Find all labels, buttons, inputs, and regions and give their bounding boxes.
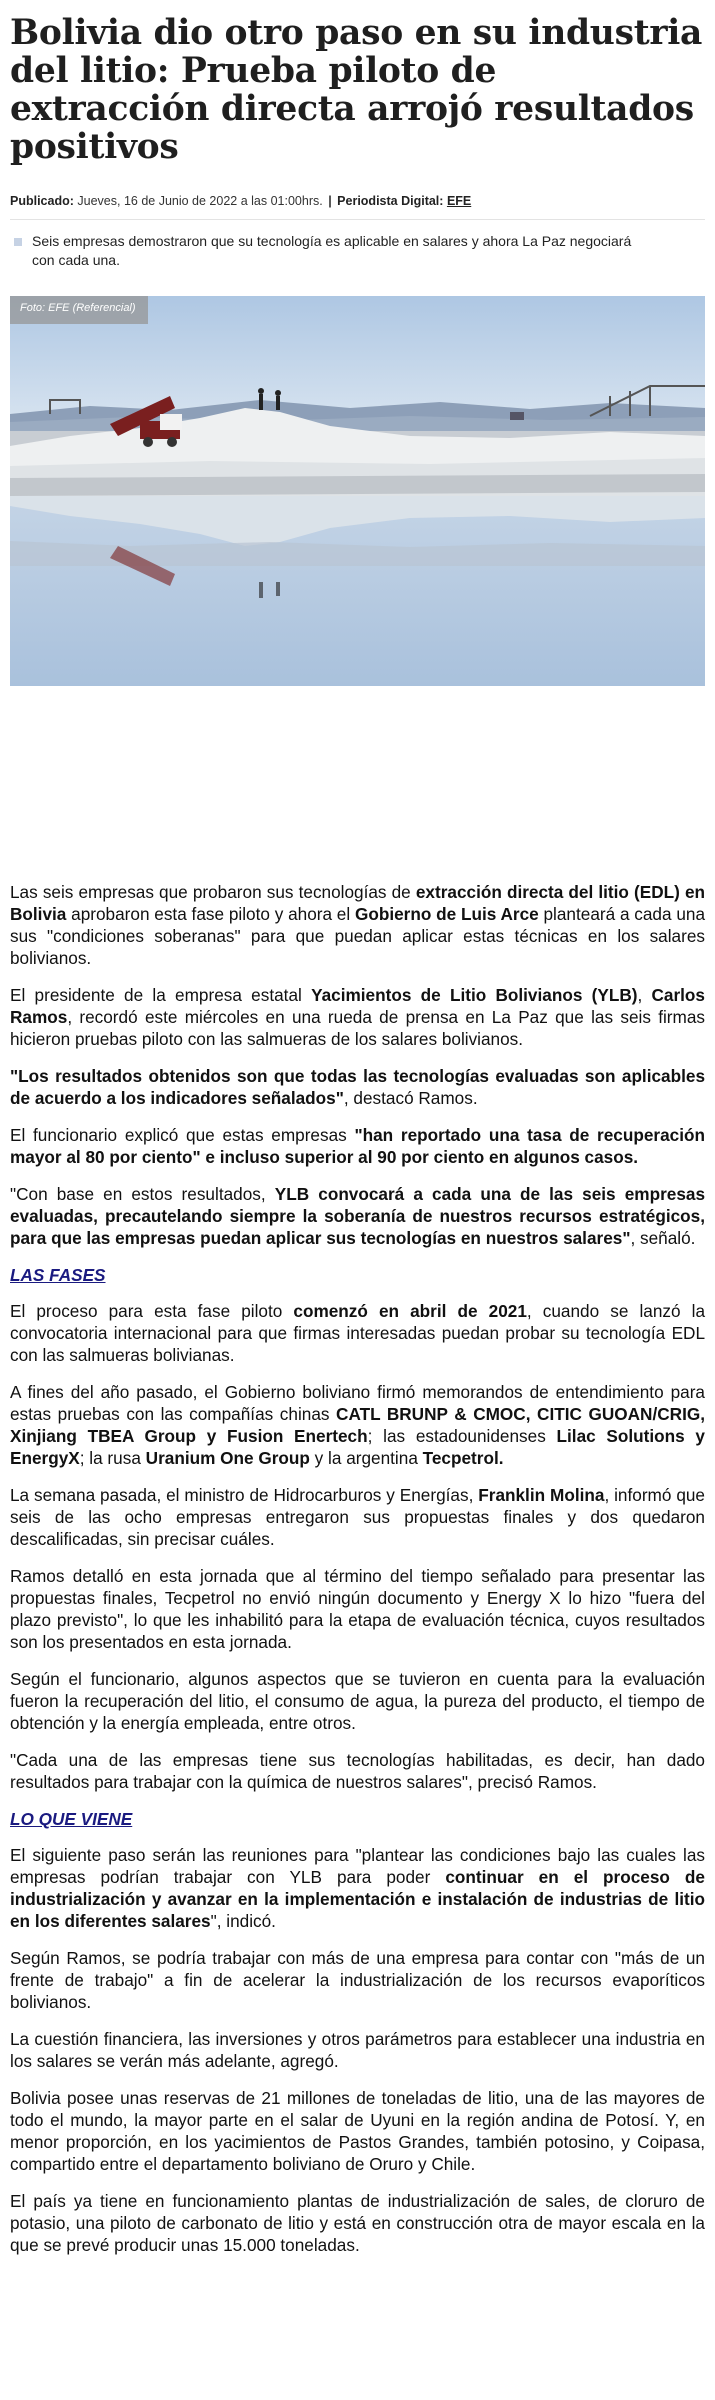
article-photo (10, 296, 705, 686)
meta-separator: | (328, 194, 332, 208)
section-title-lo-que-viene: LO QUE VIENE (10, 1809, 133, 1829)
paragraph: El siguiente paso serán las reuniones para "plantear las condiciones bajo las cuales las empresas podrían trabajar con YLB para poder continuar en el proceso de industrialización y avanzar en la implementación e instalación de industrias de litio en los diferentes salares", indicó. (10, 1845, 705, 1931)
paragraph: Ramos detalló en esta jornada que al término del tiempo señalado para presentar las propuestas finales, Tecpetrol no envió ningún documento y Energy X lo hizo "fuera del plazo previsto", lo que les inhabilitó para la etapa de evaluación técnica, cuyos resultados son los presentados en esta jornada. (10, 1566, 705, 1652)
paragraph: El país ya tiene en funcionamiento plantas de industrialización de sales, de cloruro de potasio, una piloto de carbonato de litio y está en construcción otra de mayor escala en la que se prevé producir unas 15.000 toneladas. (10, 2191, 705, 2255)
article-headline: Bolivia dio otro paso en su industria del litio: Prueba piloto de extracción directa arrojó resultados positivos (10, 13, 703, 167)
paragraph: La cuestión financiera, las inversiones y otros parámetros para establecer una industria en los salares se verán más adelante, agregó. (10, 2029, 705, 2071)
paragraph: Según Ramos, se podría trabajar con más de una empresa para contar con "más de un frente de trabajo" a fin de acelerar la industrialización de los recursos evaporíticos bolivianos. (10, 1948, 705, 2012)
article-summary (10, 232, 632, 270)
paragraph: A fines del año pasado, el Gobierno boliviano firmó memorandos de entendimiento para estas pruebas con las compañías chinas CATL BRUNP & CMOC, CITIC GUOAN/CRIG, Xinjiang TBEA Group y Fusion Enertech; las estadounidenses Lilac Solutions y EnergyX; la rusa Uranium One Group y la argentina Tecpetrol. (10, 1382, 705, 1468)
published-label: Publicado: (10, 194, 74, 208)
photo-credit: Foto: EFE (Referencial) (10, 296, 148, 324)
salt-flat-photo (10, 296, 705, 686)
paragraph: "Con base en estos resultados, YLB convocará a cada una de las seis empresas evaluadas, precautelando siempre la soberanía de nuestros recursos estratégicos, para que las empresas puedan aplicar sus tecnologías en nuestros salares", señaló. (10, 1184, 706, 1248)
paragraph: El proceso para esta fase piloto comenzó en abril de 2021, cuando se lanzó la convocatoria internacional para que firmas interesadas puedan probar su tecnología EDL con las salmueras bolivianas. (10, 1301, 706, 1365)
paragraph: Bolivia posee unas reservas de 21 millones de toneladas de litio, una de las mayores de todo el mundo, la mayor parte en el salar de Uyuni en la región andina de Potosí. Y, en menor proporción, en los yacimientos de Pastos Grandes, también potosino, y Coipasa, compartido entre el departamento boliviano de Oruro y Chile. (10, 2088, 705, 2174)
square-bullet-icon (14, 238, 22, 246)
paragraph: El presidente de la empresa estatal Yacimientos de Litio Bolivianos (YLB), Carlos Ramos, recordó este miércoles en una rueda de prensa en La Paz que las seis firmas hicieron pruebas piloto con las salmueras de los salares bolivianos. (10, 985, 705, 1049)
paragraph: La semana pasada, el ministro de Hidrocarburos y Energías, Franklin Molina, informó que seis de las ocho empresas entregaron sus propuestas finales y dos quedaron descalificadas, sin precisar cuáles. (10, 1485, 705, 1549)
paragraph: El funcionario explicó que estas empresas "han reportado una tasa de recuperación mayor al 80 por ciento" e incluso superior al 90 por ciento en algunos casos. (10, 1125, 705, 1167)
journalist-label: Periodista Digital: (337, 194, 444, 208)
published-date: Jueves, 16 de Junio de 2022 a las 01:00hrs. (77, 194, 323, 208)
paragraph: Según el funcionario, algunos aspectos que se tuvieron en cuenta para la evaluación fueron la recuperación del litio, el consumo de agua, la pureza del producto, el tiempo de obtención y la energía empleada, entre otros. (10, 1669, 705, 1733)
paragraph: "Los resultados obtenidos son que todas las tecnologías evaluadas son aplicables de acuerdo a los indicadores señalados", destacó Ramos. (10, 1066, 705, 1108)
section-title-fases: LAS FASES (10, 1265, 106, 1285)
article-body (10, 881, 705, 2256)
paragraph: "Cada una de las empresas tiene sus tecnologías habilitadas, es decir, han dado resultados para trabajar con la química de nuestros salares", precisó Ramos. (10, 1750, 705, 1792)
journalist-link[interactable]: EFE (446, 194, 472, 208)
article-meta (10, 193, 705, 220)
summary-text: Seis empresas demostraron que su tecnología es aplicable en salares y ahora La Paz negociará con cada una. (32, 233, 632, 268)
paragraph: Las seis empresas que probaron sus tecnologías de extracción directa del litio (EDL) en Bolivia aprobaron esta fase piloto y ahora el Gobierno de Luis Arce planteará a cada una sus "condiciones soberanas" para que puedan aplicar estas técnicas en los salares bolivianos. (10, 882, 706, 968)
